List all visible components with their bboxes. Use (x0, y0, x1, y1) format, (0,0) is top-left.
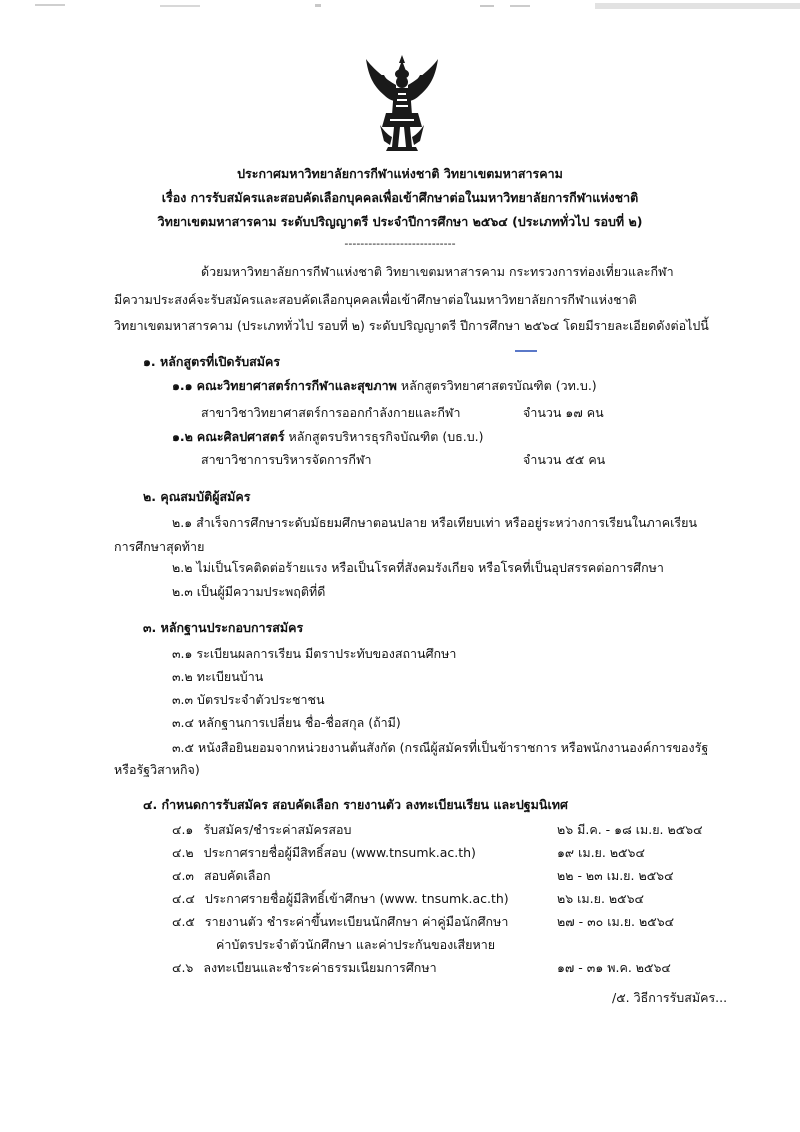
section4-heading: ๔. กำหนดการรับสมัคร สอบคัดเลือก รายงานตัว ลงทะเบียนเรียน และปฐมนิเทศ (143, 797, 568, 812)
schedule-date: ๑๗ - ๓๑ พ.ค. ๒๕๖๔ (557, 960, 671, 975)
document-3-1: ๓.๑ ระเบียนผลการเรียน มีตราประทับของสถานศึกษา (172, 646, 457, 661)
schedule-label: รายงานตัว ชำระค่าขึ้นทะเบียนนักศึกษา ค่าคู่มือนักศึกษา (204, 914, 509, 929)
schedule-label: ประกาศรายชื่อผู้มีสิทธิ์เข้าศึกษา (www. tnsumk.ac.th) (204, 891, 509, 906)
program-1-count: จำนวน ๑๗ คน (523, 405, 604, 420)
schedule-date: ๒๖ มี.ค. - ๑๘ เม.ย. ๒๕๖๔ (557, 822, 703, 837)
qualification-2-1-cont: การศึกษาสุดท้าย (114, 539, 205, 554)
schedule-label: ประกาศรายชื่อผู้มีสิทธิ์สอบ (www.tnsumk.ac.th) (203, 845, 476, 860)
schedule-label: สอบคัดเลือก (203, 868, 271, 883)
schedule-label: ลงทะเบียนและชำระค่าธรรมเนียมการศึกษา (203, 960, 437, 975)
schedule-number: ๔.๖ (172, 960, 194, 975)
schedule-date: ๒๗ - ๓๐ เม.ย. ๒๕๖๔ (557, 914, 675, 929)
schedule-number: ๔.๕ (172, 914, 195, 929)
schedule-number: ๔.๓ (172, 868, 194, 883)
program-2-major: สาขาวิชาการบริหารจัดการกีฬา (201, 452, 372, 467)
program-2-number: ๑.๒ (172, 429, 193, 444)
schedule-number: ๔.๑ (172, 822, 194, 837)
announcement-title-line1: ประกาศมหาวิทยาลัยการกีฬาแห่งชาติ วิทยาเขตมหาสารคาม (237, 166, 563, 181)
schedule-number: ๔.๔ (172, 891, 195, 906)
schedule-row (172, 889, 509, 909)
announcement-title-line2: เรื่อง การรับสมัครและสอบคัดเลือกบุคคลเพื่อเข้าศึกษาต่อในมหาวิทยาลัยการกีฬาแห่งชาติ (161, 190, 639, 205)
title-separator: ---------------------------- (344, 237, 456, 250)
program-2-count: จำนวน ๕๕ คน (523, 452, 606, 467)
schedule-row (172, 866, 271, 886)
schedule-number: ๔.๒ (172, 845, 194, 860)
garuda-emblem-icon (362, 55, 442, 155)
section3-heading: ๓. หลักฐานประกอบการสมัคร (143, 620, 304, 635)
program-1-number: ๑.๑ (172, 378, 193, 393)
blue-mark (515, 348, 537, 354)
program-2-degree: หลักสูตรบริหารธุรกิจบัณฑิต (บธ.บ.) (288, 429, 484, 444)
qualification-2-2: ๒.๒ ไม่เป็นโรคติดต่อร้ายแรง หรือเป็นโรคที่สังคมรังเกียจ หรือโรคที่เป็นอุปสรรคต่อการศึกษา (172, 560, 664, 575)
document-3-5: ๓.๕ หนังสือยินยอมจากหน่วยงานต้นสังกัด (กรณีผู้สมัครที่เป็นข้าราชการ หรือพนักงานองค์การของรัฐ (172, 740, 709, 755)
qualification-2-1: ๒.๑ สำเร็จการศึกษาระดับมัธยมศึกษาตอนปลาย หรือเทียบเท่า หรืออยู่ระหว่างการเรียนในภาคเรียน (172, 515, 698, 530)
schedule-row (172, 912, 508, 932)
program-1-faculty: คณะวิทยาศาสตร์การกีฬาและสุขภาพ (196, 378, 397, 393)
schedule-row (172, 958, 437, 978)
announcement-title-line3: วิทยาเขตมหาสารคาม ระดับปริญญาตรี ประจำปีการศึกษา ๒๕๖๔ (ประเภททั่วไป รอบที่ ๒) (157, 214, 643, 229)
schedule-row (172, 820, 352, 840)
schedule-row-cont: ค่าบัตรประจำตัวนักศึกษา และค่าประกันของเสียหาย (216, 937, 496, 952)
program-1-degree: หลักสูตรวิทยาศาสตรบัณฑิต (วท.บ.) (400, 378, 597, 393)
section1-heading: ๑. หลักสูตรที่เปิดรับสมัคร (143, 354, 281, 369)
program-item-1 (172, 376, 597, 396)
next-page-reference: /๕. วิธีการรับสมัคร... (612, 990, 728, 1005)
schedule-row (172, 843, 476, 863)
document-3-3: ๓.๓ บัตรประจำตัวประชาชน (172, 692, 325, 707)
program-item-2 (172, 427, 484, 447)
schedule-date: ๒๒ - ๒๓ เม.ย. ๒๕๖๔ (557, 868, 674, 883)
intro-line2: มีความประสงค์จะรับสมัครและสอบคัดเลือกบุคคลเพื่อเข้าศึกษาต่อในมหาวิทยาลัยการกีฬาแห่งชาติ (114, 292, 637, 307)
document-3-5-cont: หรือรัฐวิสาหกิจ) (114, 762, 200, 777)
qualification-2-3: ๒.๓ เป็นผู้มีความประพฤติที่ดี (172, 584, 326, 599)
document-3-4: ๓.๔ หลักฐานการเปลี่ยน ชื่อ-ชื่อสกุล (ถ้ามี) (172, 715, 401, 730)
program-1-major: สาขาวิชาวิทยาศาสตร์การออกกำลังกายและกีฬา (201, 405, 461, 420)
intro-line1: ด้วยมหาวิทยาลัยการกีฬาแห่งชาติ วิทยาเขตมหาสารคาม กระทรวงการท่องเที่ยวและกีฬา (201, 264, 674, 279)
schedule-label: รับสมัคร/ชำระค่าสมัครสอบ (203, 822, 352, 837)
schedule-date: ๒๖ เม.ย. ๒๕๖๔ (557, 891, 644, 906)
section2-heading: ๒. คุณสมบัติผู้สมัคร (143, 489, 251, 504)
scan-artifact (0, 0, 800, 14)
intro-line3: วิทยาเขตมหาสารคาม (ประเภททั่วไป รอบที่ ๒) ระดับปริญญาตรี ปีการศึกษา ๒๕๖๔ โดยมีรายละเอียดดังต่อไปนี้ (114, 318, 709, 333)
document-3-2: ๓.๒ ทะเบียนบ้าน (172, 669, 264, 684)
schedule-date: ๑๙ เม.ย. ๒๕๖๔ (557, 845, 645, 860)
program-2-faculty: คณะศิลปศาสตร์ (196, 429, 285, 444)
